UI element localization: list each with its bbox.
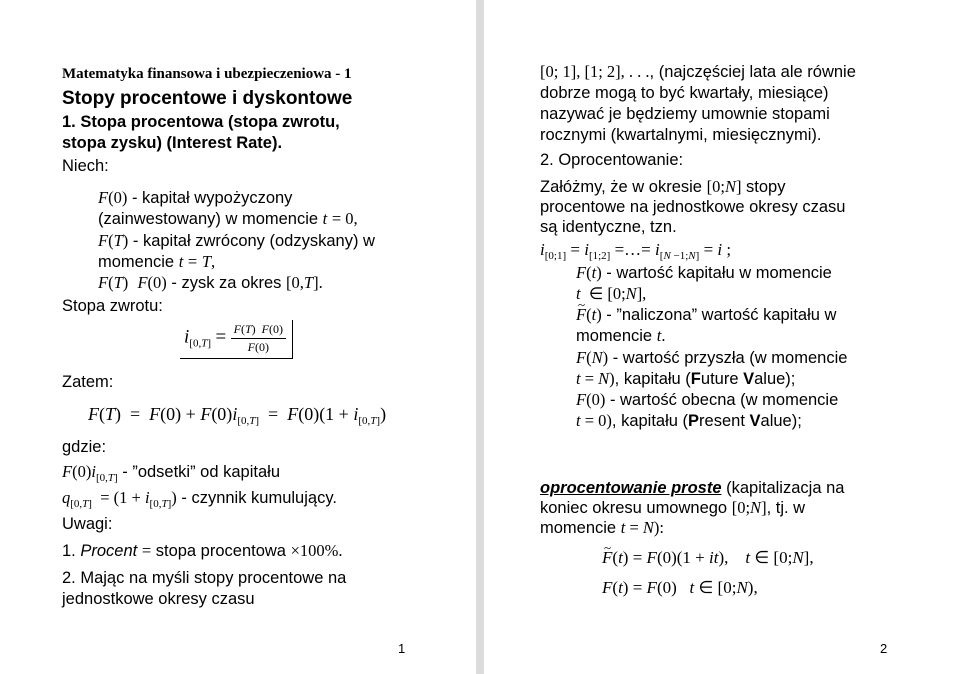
assume-line3: są identyczne, tzn. bbox=[540, 218, 677, 236]
zatem-label: Zatem: bbox=[62, 373, 114, 391]
f0-definition-line1: F(0) - wartość obecna (w momencie bbox=[576, 390, 839, 409]
simple-interest-formula-1: ~ F(t) = F(0)(1 + it), t ∈ [0;N], bbox=[602, 548, 814, 568]
f0-definition-line1: F(0) - kapitał wypożyczony bbox=[98, 188, 293, 207]
simple-interest-formula-2: F(t) = F(0) t ∈ [0;N), bbox=[602, 578, 758, 597]
uwaga-2-line2: jednostkowe okresy czasu bbox=[62, 590, 255, 608]
niech-label: Niech: bbox=[62, 157, 109, 175]
page-2 bbox=[484, 0, 960, 674]
assume-line2: procentowe na jednostkowe okresy czasu bbox=[540, 198, 846, 216]
page-title: Stopy procentowe i dyskontowe bbox=[62, 88, 353, 109]
czynnik-line: $q_{[0,T]} = (1 + i_{[0,T]})$ - czynnik kumulujący. bbox=[62, 488, 337, 510]
ftilde-definition-line1: ~ F(t) - ”naliczona” wartość kapitału w bbox=[576, 305, 836, 325]
ft-definition-line1: F(T) - kapitał zwrócony (odzyskany) w bbox=[98, 231, 375, 250]
zysk-definition: F(T) F(0) - zysk za okres [0,T]. bbox=[98, 273, 323, 292]
assume-line1: Załóżmy, że w okresie [0;N] stopy bbox=[540, 177, 786, 196]
page-header: Matematyka finansowa i ubezpieczeniowa - 1 bbox=[62, 66, 352, 82]
page-number: 1 bbox=[398, 641, 406, 656]
fn-definition-line1: F(N) - wartość przyszła (w momencie bbox=[576, 348, 848, 367]
simple-interest-line3: momencie t = N): bbox=[540, 518, 664, 537]
ftilde-definition-line2: momencie t. bbox=[576, 326, 666, 345]
uwaga-1: 1. Procent = stopa procentowa ×100%. bbox=[62, 541, 343, 560]
gdzie-label: gdzie: bbox=[62, 438, 107, 456]
simple-interest-line1: oprocentowanie proste (kapitalizacja na bbox=[540, 479, 845, 497]
section-1-heading-line2: stopa zysku) (Interest Rate). bbox=[62, 134, 283, 152]
page-1 bbox=[0, 0, 476, 674]
t-in-interval: t ∈ [0;N], bbox=[576, 284, 647, 303]
text-line-2: dobrze mogą to być kwartały, miesiące) bbox=[540, 84, 829, 102]
f0-definition-line2: t = 0), kapitału (Present Value); bbox=[576, 411, 802, 430]
text-line-4: rocznymi (kwartalnymi, miesięcznymi). bbox=[540, 126, 822, 144]
f0-definition-line2: (zainwestowany) w momencie t = 0, bbox=[98, 209, 358, 228]
uwaga-2-line1: 2. Mając na myśli stopy procentowe na bbox=[62, 569, 347, 587]
stopa-zwrotu-label: Stopa zwrotu: bbox=[62, 297, 163, 315]
ft-definition-line2: momencie t = T, bbox=[98, 252, 216, 271]
section-2-heading: 2. Oprocentowanie: bbox=[540, 151, 684, 169]
simple-interest-line2: koniec okresu umownego [0;N], tj. w bbox=[540, 498, 806, 517]
odsetki-line: $F(0)i_{[0,T]}$ - ”odsetki” od kapitału bbox=[62, 462, 280, 484]
page-number: 2 bbox=[880, 641, 888, 656]
section-1-heading-line1: 1. Stopa procentowa (stopa zwrotu, bbox=[62, 113, 340, 131]
ft-definition: F(t) - wartość kapitału w momencie bbox=[576, 263, 832, 282]
rate-formula-box: $i_{[0,T]}$ = $\frac{F(T) F(0)}{F(0)}$ bbox=[180, 320, 293, 359]
intervals-line: [0; 1], [1; 2], . . ., (najczęściej lata ale równie bbox=[540, 62, 856, 81]
fn-definition-line2: t = N), kapitału (Future Value); bbox=[576, 369, 796, 388]
equal-rates-formula: $i_{[0;1]} = i_{[1;2]}$ =…= $i_{[N -1;N]} = i$ ; bbox=[540, 240, 732, 262]
text-line-3: nazywać je będziemy umownie stopami bbox=[540, 105, 830, 123]
accumulation-formula: $F(T) = F(0) + F(0)i_{[0,T]} = F(0)(1 + i_{[0,T]})$ bbox=[88, 404, 387, 427]
uwagi-label: Uwagi: bbox=[62, 515, 113, 533]
